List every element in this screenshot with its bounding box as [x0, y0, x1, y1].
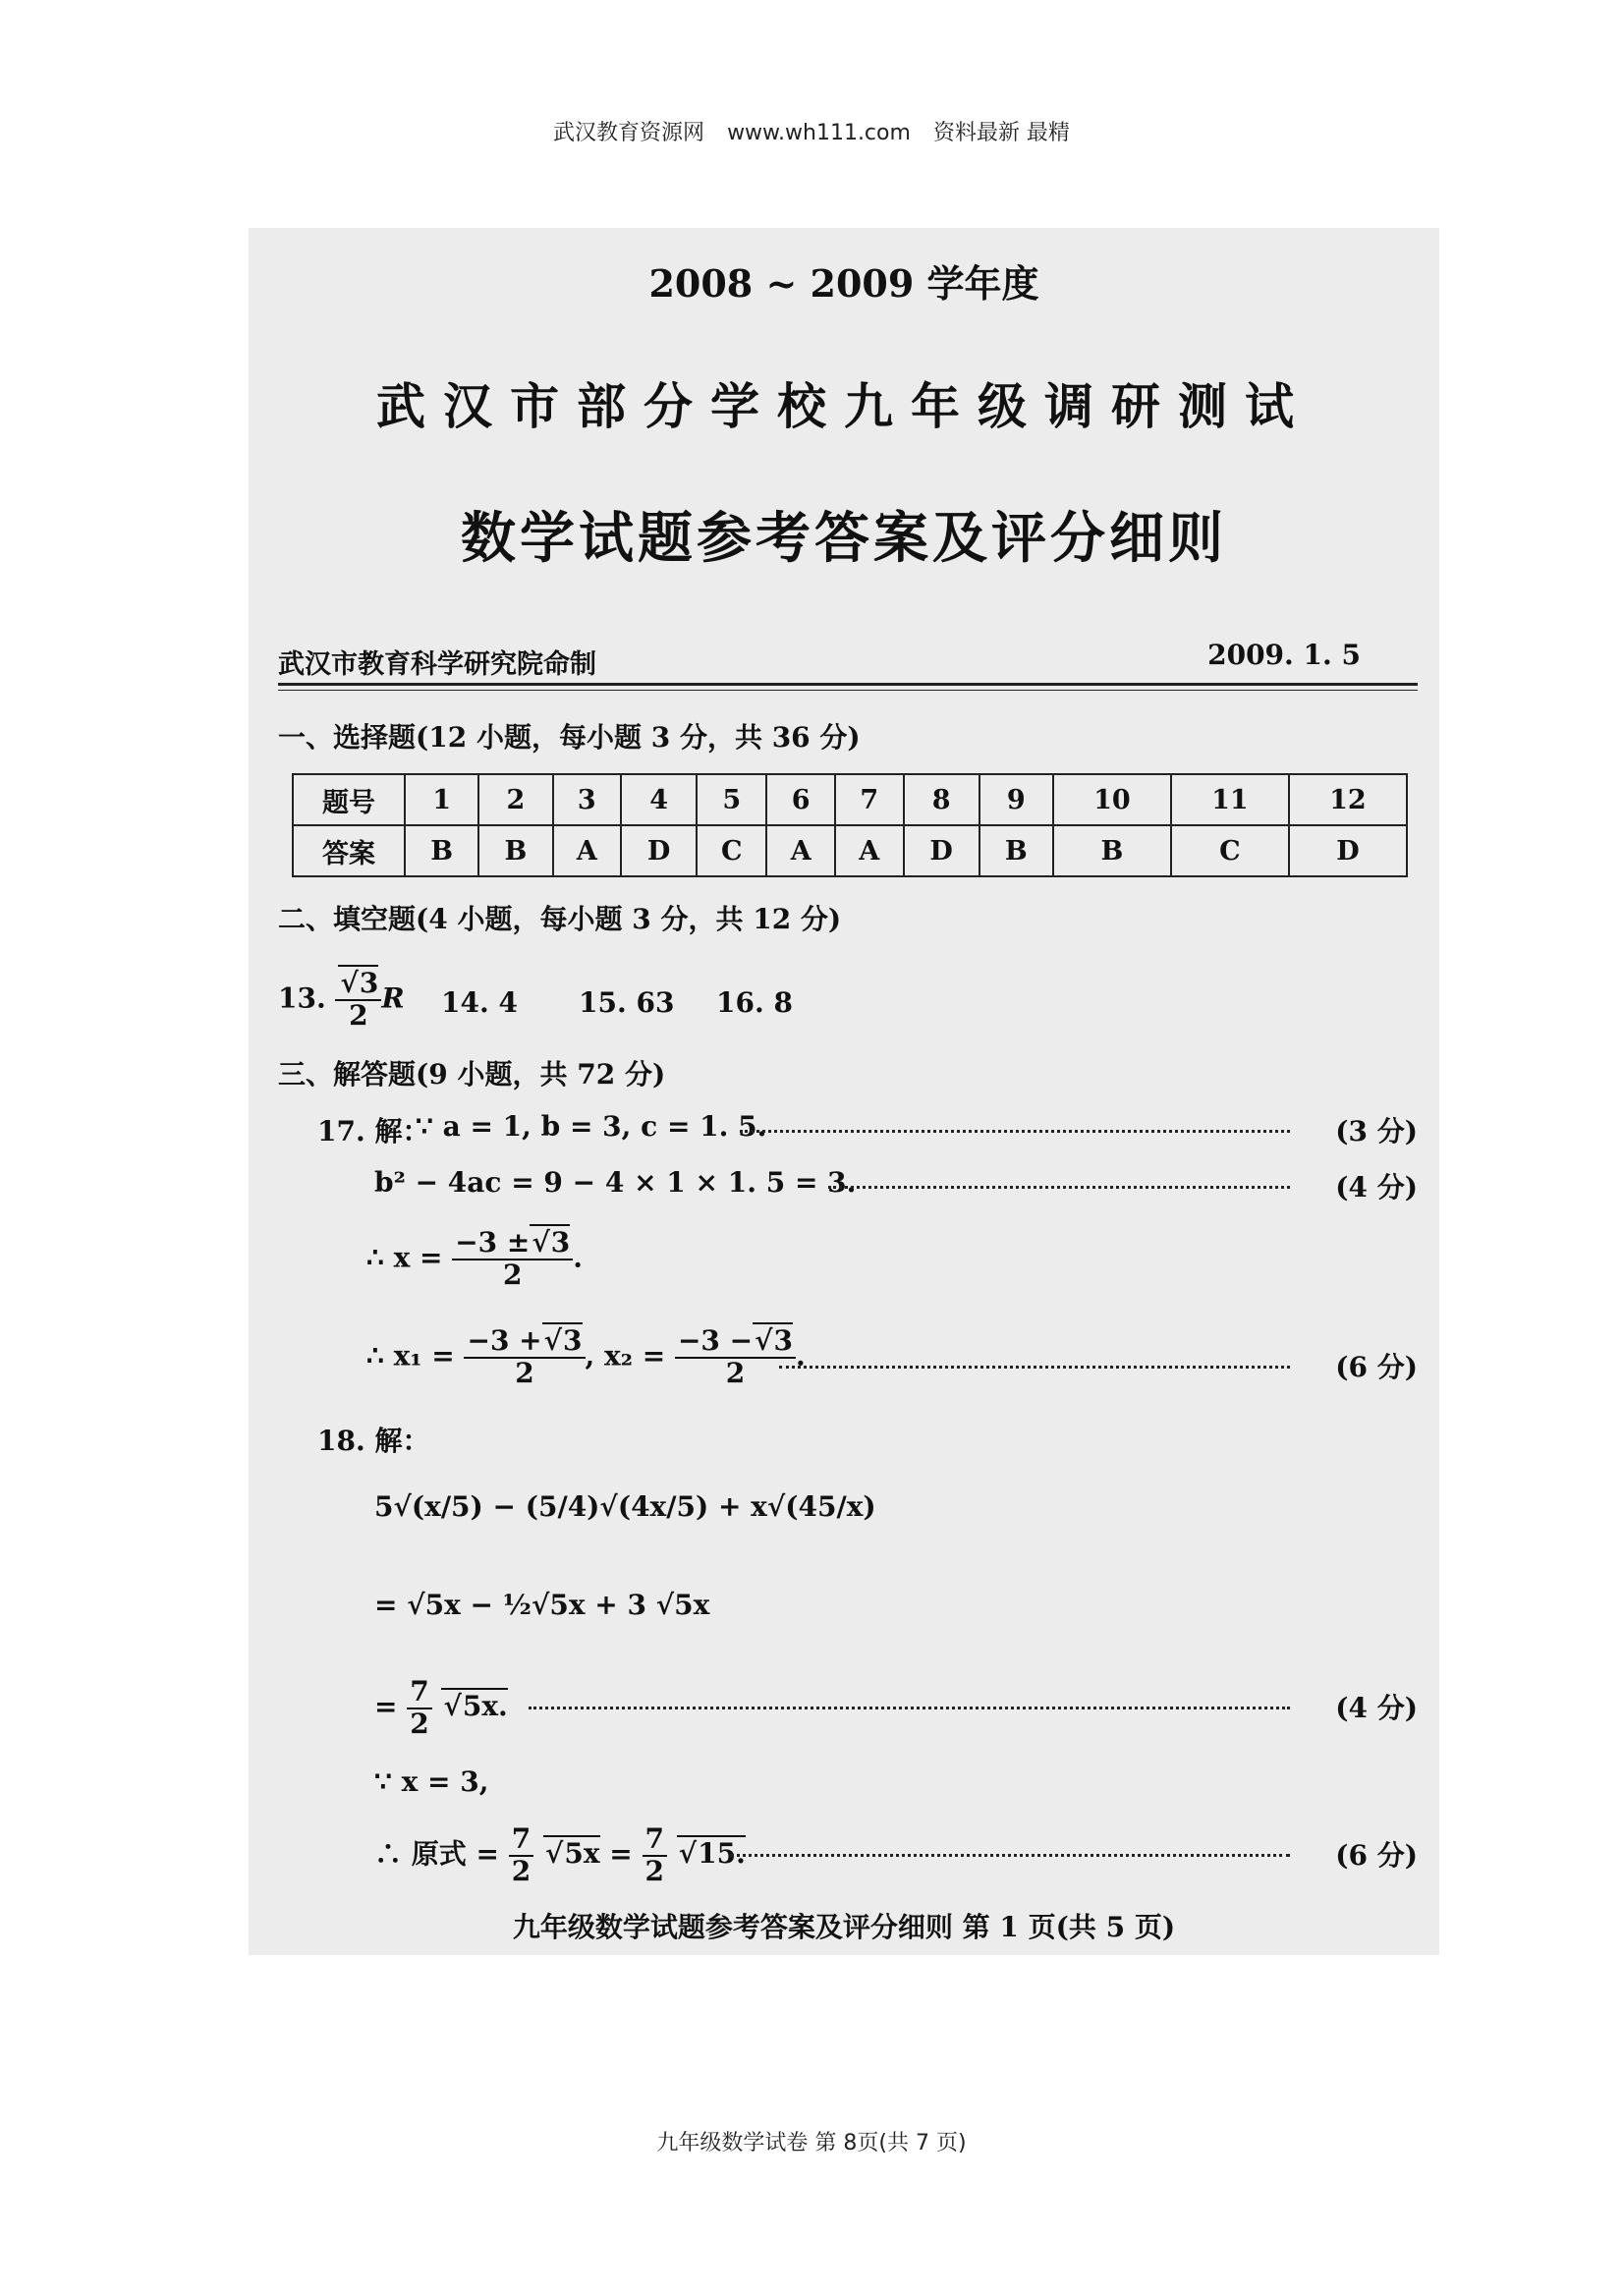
answer-cell: C [1171, 825, 1289, 876]
fraction: $\frac{7}{2}$ [509, 1824, 533, 1887]
answer-16: 16. 8 [716, 986, 793, 1019]
dot-leader [779, 1366, 1290, 1369]
fraction: $\frac{-3 +√ 3}{2}$ [464, 1326, 585, 1389]
site-url[interactable]: www.wh111.com [727, 121, 911, 145]
question-number: 5 [697, 774, 766, 825]
fraction: √ $\frac{3}{2}$ [335, 969, 381, 1032]
scanned-page [249, 228, 1439, 1955]
question-number: 2 [478, 774, 552, 825]
question-number: 1 [405, 774, 478, 825]
question-number: 11 [1171, 774, 1289, 825]
fraction: $\frac{-3 -√ 3}{2}$ [675, 1326, 796, 1389]
score: (4 分) [1335, 1692, 1418, 1724]
section2-heading: 二、填空题(4 小题，每小题 3 分，共 12 分) [278, 903, 842, 935]
answer-14: 14. 4 [441, 986, 518, 1019]
school-year: 2008 ~ 2009 学年度 [648, 261, 1039, 306]
page-footer: 九年级数学试卷 第 8页(共 7 页) [656, 2131, 967, 2156]
answer-cell: A [835, 825, 904, 876]
q18-step4: ∴ 原式 = $\frac{7}{2}$ √ 5x = $\frac{7}{2}$ √ 15. [374, 1824, 746, 1887]
row-label-number: 题号 [293, 774, 405, 825]
question-number: 6 [766, 774, 835, 825]
question-number: 10 [1053, 774, 1171, 825]
issue-date: 2009. 1. 5 [1207, 639, 1361, 671]
table-row-numbers [293, 774, 1407, 825]
exam-name: 武汉市部分学校九年级调研测试 [376, 377, 1312, 435]
question-number: 8 [904, 774, 979, 825]
fraction: $\frac{7}{2}$ [407, 1677, 431, 1740]
dot-leader [740, 1130, 1290, 1133]
answer-cell: A [766, 825, 835, 876]
answer-table [292, 773, 1408, 877]
score: (4 分) [1335, 1171, 1418, 1204]
answer-cell: B [405, 825, 478, 876]
issuer: 武汉市教育科学研究院命制 [278, 649, 596, 680]
header-rule-thin [278, 690, 1418, 691]
inner-page-footer: 九年级数学试题参考答案及评分细则 第 1 页(共 5 页) [512, 1911, 1176, 1943]
q17-step3: ∴ x = $\frac{-3 \pm√ 3}{2}$ . [366, 1228, 583, 1291]
answer-cell: D [621, 825, 697, 876]
section1-heading: 一、选择题(12 小题，每小题 3 分，共 36 分) [278, 721, 861, 754]
section3-heading: 三、解答题(9 小题，共 72 分) [278, 1058, 666, 1091]
answer-15: 15. 63 [579, 986, 675, 1019]
document-title: 数学试题参考答案及评分细则 [461, 506, 1227, 571]
question-number: 3 [553, 774, 622, 825]
answer-cell: D [904, 825, 979, 876]
q17-step2: b² − 4ac = 9 − 4 × 1 × 1. 5 = 3. [374, 1166, 857, 1199]
header-rule-thick [278, 683, 1418, 686]
answer-cell: B [1053, 825, 1171, 876]
answer-cell: C [697, 825, 766, 876]
question-number: 9 [979, 774, 1053, 825]
q17-step4: ∴ x₁ = $\frac{-3 +√ 3}{2}$ , x₂ = $\frac{-3 -√ 3}{2}$ . [366, 1326, 806, 1389]
score: (3 分) [1335, 1115, 1418, 1148]
table-row-answers [293, 825, 1407, 876]
answer-cell: A [553, 825, 622, 876]
answer-13: 13. √ $\frac{3}{2}$ R [278, 969, 405, 1032]
fraction: $\frac{-3 \pm√ 3}{2}$ [452, 1228, 573, 1291]
q18-label: 18. 解： [317, 1425, 430, 1457]
answer-cell: B [478, 825, 552, 876]
q18-step1: = √5x − ½√5x + 3 √5x [374, 1589, 710, 1621]
q18-step2: = $\frac{7}{2}$ √ 5x. [374, 1677, 508, 1740]
question-number: 12 [1289, 774, 1407, 825]
score: (6 分) [1335, 1839, 1418, 1872]
dot-leader [730, 1854, 1290, 1857]
site-slogan: 资料最新 最精 [932, 121, 1070, 145]
score: (6 分) [1335, 1351, 1418, 1383]
answer-cell: D [1289, 825, 1407, 876]
site-header [0, 116, 1623, 146]
fraction: $\frac{7}{2}$ [643, 1824, 667, 1887]
question-number: 4 [621, 774, 697, 825]
site-name: 武汉教育资源网 [553, 121, 705, 145]
answer-cell: B [979, 825, 1053, 876]
q17-step1: ∵ a = 1, b = 3, c = 1. 5. [416, 1110, 767, 1143]
q18-step3: ∵ x = 3, [374, 1765, 489, 1798]
dot-leader [828, 1186, 1290, 1189]
dot-leader [529, 1707, 1290, 1709]
q17-label: 17. 解： [317, 1115, 430, 1148]
row-label-answer: 答案 [293, 825, 405, 876]
question-number: 7 [835, 774, 904, 825]
q18-expr: 5√(x/5) − (5/4)√(4x/5) + x√(45/x) [374, 1490, 876, 1523]
